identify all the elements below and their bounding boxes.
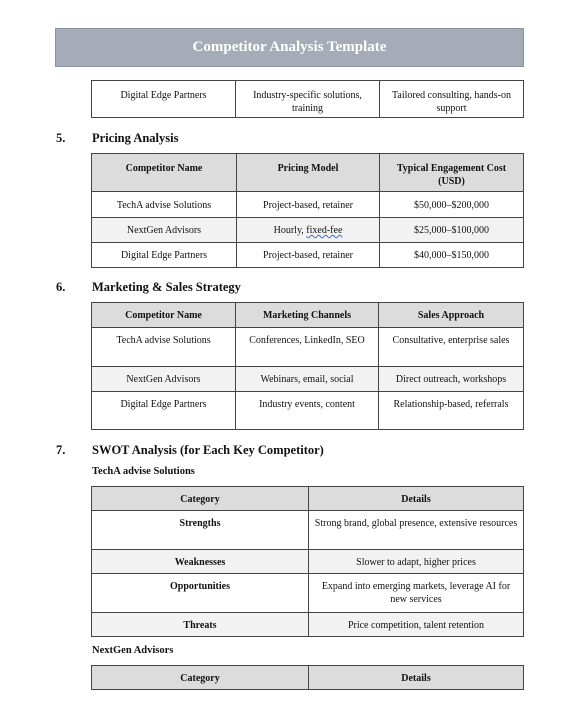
table-row <box>92 243 524 268</box>
table-cell: TechA advise Solutions <box>92 192 237 218</box>
document-title: Competitor Analysis Template <box>192 39 387 55</box>
cell-text: Hourly, <box>273 225 307 236</box>
table-cell: Consultative, enterprise sales <box>379 328 524 367</box>
swot-details: Expand into emerging markets, leverage AI for new services <box>309 574 524 613</box>
table-cell: Project-based, retainer <box>237 192 380 218</box>
section-number: 5. <box>56 131 66 145</box>
table-header-row <box>92 487 524 511</box>
table-cell: Direct outreach, workshops <box>379 367 524 392</box>
table-header-row <box>92 303 524 328</box>
column-header: Competitor Name <box>92 154 237 192</box>
table-cell: $50,000–$200,000 <box>380 192 524 218</box>
table-row <box>92 81 524 118</box>
column-header: Details <box>309 666 524 690</box>
table-cell: Industry-specific solutions, training <box>236 81 380 118</box>
swot-details: Slower to adapt, higher prices <box>309 550 524 574</box>
column-header: Category <box>92 666 309 690</box>
table-row <box>92 367 524 392</box>
table-cell: Digital Edge Partners <box>92 81 236 118</box>
column-header: Marketing Channels <box>236 303 379 328</box>
table-row <box>92 511 524 550</box>
subsection-title: TechA advise Solutions <box>92 466 195 477</box>
table-row <box>92 218 524 243</box>
swot-table-nextgen <box>91 665 524 690</box>
section-title: Pricing Analysis <box>92 131 179 145</box>
marketing-sales-table <box>91 302 524 430</box>
column-header: Pricing Model <box>237 154 380 192</box>
swot-details: Price competition, talent retention <box>309 613 524 637</box>
table-cell: Conferences, LinkedIn, SEO <box>236 328 379 367</box>
spellcheck-flagged-text: fixed-fee <box>306 225 343 236</box>
table-row <box>92 574 524 613</box>
table-cell: NextGen Advisors <box>92 218 237 243</box>
section-title: Marketing & Sales Strategy <box>92 280 241 294</box>
swot-category: Opportunities <box>92 574 309 613</box>
table-cell: Relationship-based, referrals <box>379 392 524 430</box>
swot-category: Threats <box>92 613 309 637</box>
table-cell: Digital Edge Partners <box>92 243 237 268</box>
swot-category: Strengths <box>92 511 309 550</box>
table-row <box>92 613 524 637</box>
column-header: Typical Engagement Cost (USD) <box>380 154 524 192</box>
table-row <box>92 392 524 430</box>
competitor-table-continued <box>91 80 524 118</box>
table-cell <box>237 218 380 243</box>
section-number: 7. <box>56 443 66 457</box>
swot-details: Strong brand, global presence, extensive resources <box>309 511 524 550</box>
table-row <box>92 550 524 574</box>
pricing-table <box>91 153 524 268</box>
swot-category: Weaknesses <box>92 550 309 574</box>
section-number: 6. <box>56 280 66 294</box>
column-header: Sales Approach <box>379 303 524 328</box>
section-title: SWOT Analysis (for Each Key Competitor) <box>92 443 324 457</box>
table-header-row <box>92 666 524 690</box>
table-cell: Project-based, retainer <box>237 243 380 268</box>
table-cell: Webinars, email, social <box>236 367 379 392</box>
table-cell: Tailored consulting, hands-on support <box>380 81 524 118</box>
table-row <box>92 192 524 218</box>
column-header: Competitor Name <box>92 303 236 328</box>
table-row <box>92 328 524 367</box>
table-header-row <box>92 154 524 192</box>
document-title-banner <box>55 28 524 67</box>
swot-table-techa <box>91 486 524 637</box>
column-header: Category <box>92 487 309 511</box>
table-cell: Digital Edge Partners <box>92 392 236 430</box>
table-cell: TechA advise Solutions <box>92 328 236 367</box>
column-header: Details <box>309 487 524 511</box>
table-cell: $40,000–$150,000 <box>380 243 524 268</box>
table-cell: NextGen Advisors <box>92 367 236 392</box>
table-cell: $25,000–$100,000 <box>380 218 524 243</box>
subsection-title: NextGen Advisors <box>92 645 174 656</box>
table-cell: Industry events, content <box>236 392 379 430</box>
